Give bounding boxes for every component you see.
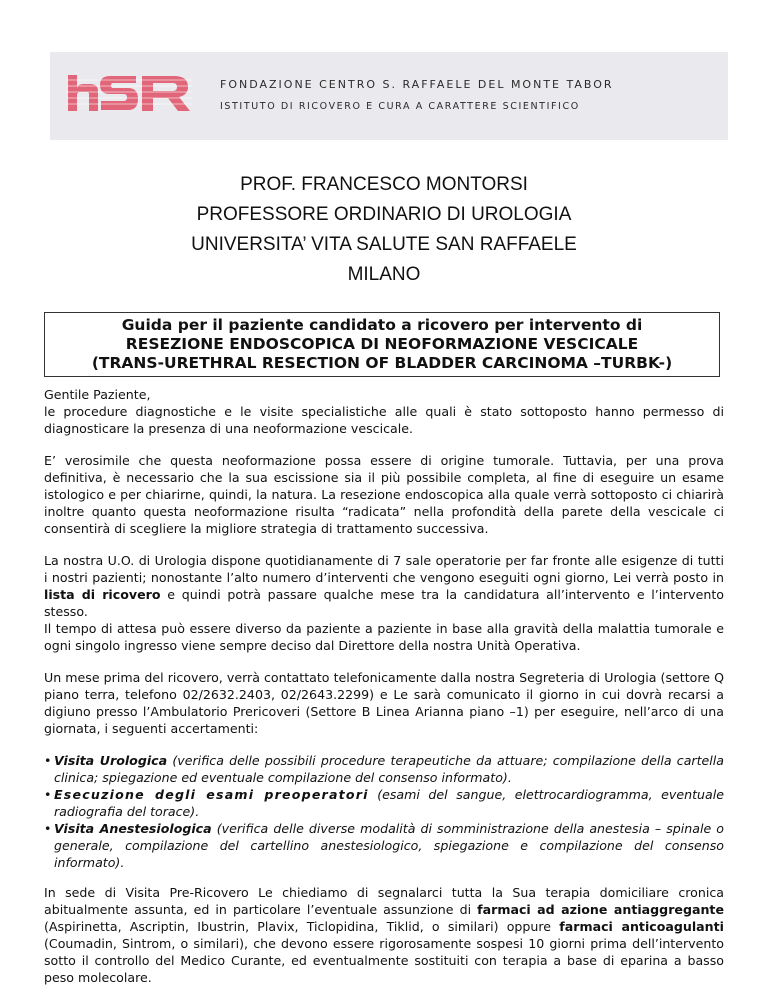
title-line-1: Guida per il paziente candidato a ricovero per intervento di	[121, 316, 643, 334]
bullet-icon: •	[44, 787, 52, 802]
paragraph-intro: le procedure diagnostiche e le visite specialistiche alle quali è stato sottoposto hanno permesso di diagnosticare la presenza di una neoformazione vescicale.	[44, 404, 724, 436]
exam-list	[44, 752, 724, 871]
org-line-2: ISTITUTO DI RICOVERO E CURA A CARATTERE SCIENTIFICO	[220, 101, 580, 112]
bullet-icon: •	[44, 821, 52, 836]
organization-name	[220, 78, 720, 114]
medications-text-b: (Aspirinetta, Ascriptin, Ibustrin, Plavix, Ticlopidina, Tiklid, o similari) oppure	[44, 919, 560, 934]
university-name: UNIVERSITA’ VITA SALUTE SAN RAFFAELE	[191, 234, 577, 255]
waiting-list-text-b: e quindi potrà passare qualche mese tra la candidatura all’intervento e l’intervento stesso.	[44, 587, 724, 619]
paragraph-resection: E’ verosimile che questa neoformazione possa essere di origine tumorale. Tuttavia, per una prova definitiva, è necessario che la sua escissione sia il più possibile completa, al fine di eseguire un esame istologico e per chiarirne, quindi, la natura. La resezione endoscopica alla quale verrà sottoposto ci chiarirà inoltre quanto questa neoformazione risulta “radicata” nella profondità della parete della vescicale ci consentirà di scegliere la migliore strategia di trattamento successiva.	[44, 453, 724, 536]
org-line-1: FONDAZIONE CENTRO S. RAFFAELE DEL MONTE TABOR	[220, 78, 614, 91]
bullet-icon: •	[44, 753, 52, 768]
professor-name: PROF. FRANCESCO MONTORSI	[240, 174, 528, 195]
list-item-text: (verifica delle possibili procedure terapeutiche da attuare; compilazione della cartella clinica; spiegazione ed eventuale compilazione del consenso informato).	[54, 753, 724, 785]
greeting: Gentile Paziente,	[44, 387, 151, 402]
document-title-box	[44, 312, 720, 377]
document-body	[44, 386, 724, 1001]
medications-text-c: (Coumadin, Sintrom, o similari), che devono essere rigorosamente sospesi 10 giorni prima dell’intervento sotto il controllo del Medico Curante, ed eventualmente sostituiti con terapia a base di eparina a basso peso molecolare.	[44, 936, 724, 985]
waiting-list-text-a: La nostra U.O. di Urologia dispone quotidianamente di 7 sale operatorie per far fronte alle esigenze di tutti i nostri pazienti; nonostante l’alto numero d’interventi che vengono eseguiti ogni giorno, Lei verrà posto in	[44, 553, 724, 585]
title-line-2: RESEZIONE ENDOSCOPICA DI NEOFORMAZIONE VESCICALE	[125, 335, 639, 353]
professor-role: PROFESSORE ORDINARIO DI UROLOGIA	[196, 204, 572, 225]
list-item-title: Visita Anestesiologica	[54, 821, 212, 836]
list-item	[44, 752, 724, 786]
city: MILANO	[347, 264, 421, 285]
list-item	[44, 786, 724, 820]
paragraph-waiting-list	[44, 552, 724, 620]
title-line-3: (TRANS-URETHRAL RESECTION OF BLADDER CARCINOMA –TURBK-)	[91, 354, 673, 372]
anticoagulant-bold: farmaci anticoagulanti	[559, 919, 724, 934]
hsr-logo	[66, 74, 192, 112]
list-item	[44, 820, 724, 871]
antiplatelet-bold: farmaci ad azione antiaggregante	[477, 902, 724, 917]
medications-text-a: In sede di Visita Pre-Ricovero Le chiediamo di segnalarci tutta la Sua terapia domiciliare cronica abitualmente assunta, ed in particolare l’eventuale assunzione di	[44, 885, 724, 917]
list-item-text: (esami del sangue, elettrocardiogramma, eventuale radiografia del torace).	[54, 787, 724, 819]
list-item-text: (verifica delle diverse modalità di somministrazione della anestesia – spinale o generale, compilazione del cartellino anestesiologico, spiegazione e compilazione del consenso informato).	[54, 821, 724, 870]
list-item-title: Visita Urologica	[54, 753, 168, 768]
paragraph-medications	[44, 884, 724, 986]
professor-block	[0, 170, 768, 290]
paragraph-waiting-time: Il tempo di attesa può essere diverso da paziente a paziente in base alla gravità della malattia tumorale e ogni singolo ingresso viene sempre deciso dal Direttore della nostra Unità Operativa.	[44, 621, 724, 653]
waiting-list-bold: lista di ricovero	[44, 587, 161, 602]
list-item-title: Esecuzione degli esami preoperatori	[54, 787, 369, 802]
paragraph-prehospitalization: Un mese prima del ricovero, verrà contattato telefonicamente dalla nostra Segreteria di Urologia (settore Q piano terra, telefono 02/2632.2403, 02/2643.2299) e Le sarà comunicato il giorno in cui dovrà recarsi a digiuno presso l’Ambulatorio Prericoveri (Settore B Linea Arianna piano –1) per eseguire, nell’arco di una giornata, i seguenti accertamenti:	[44, 670, 724, 736]
